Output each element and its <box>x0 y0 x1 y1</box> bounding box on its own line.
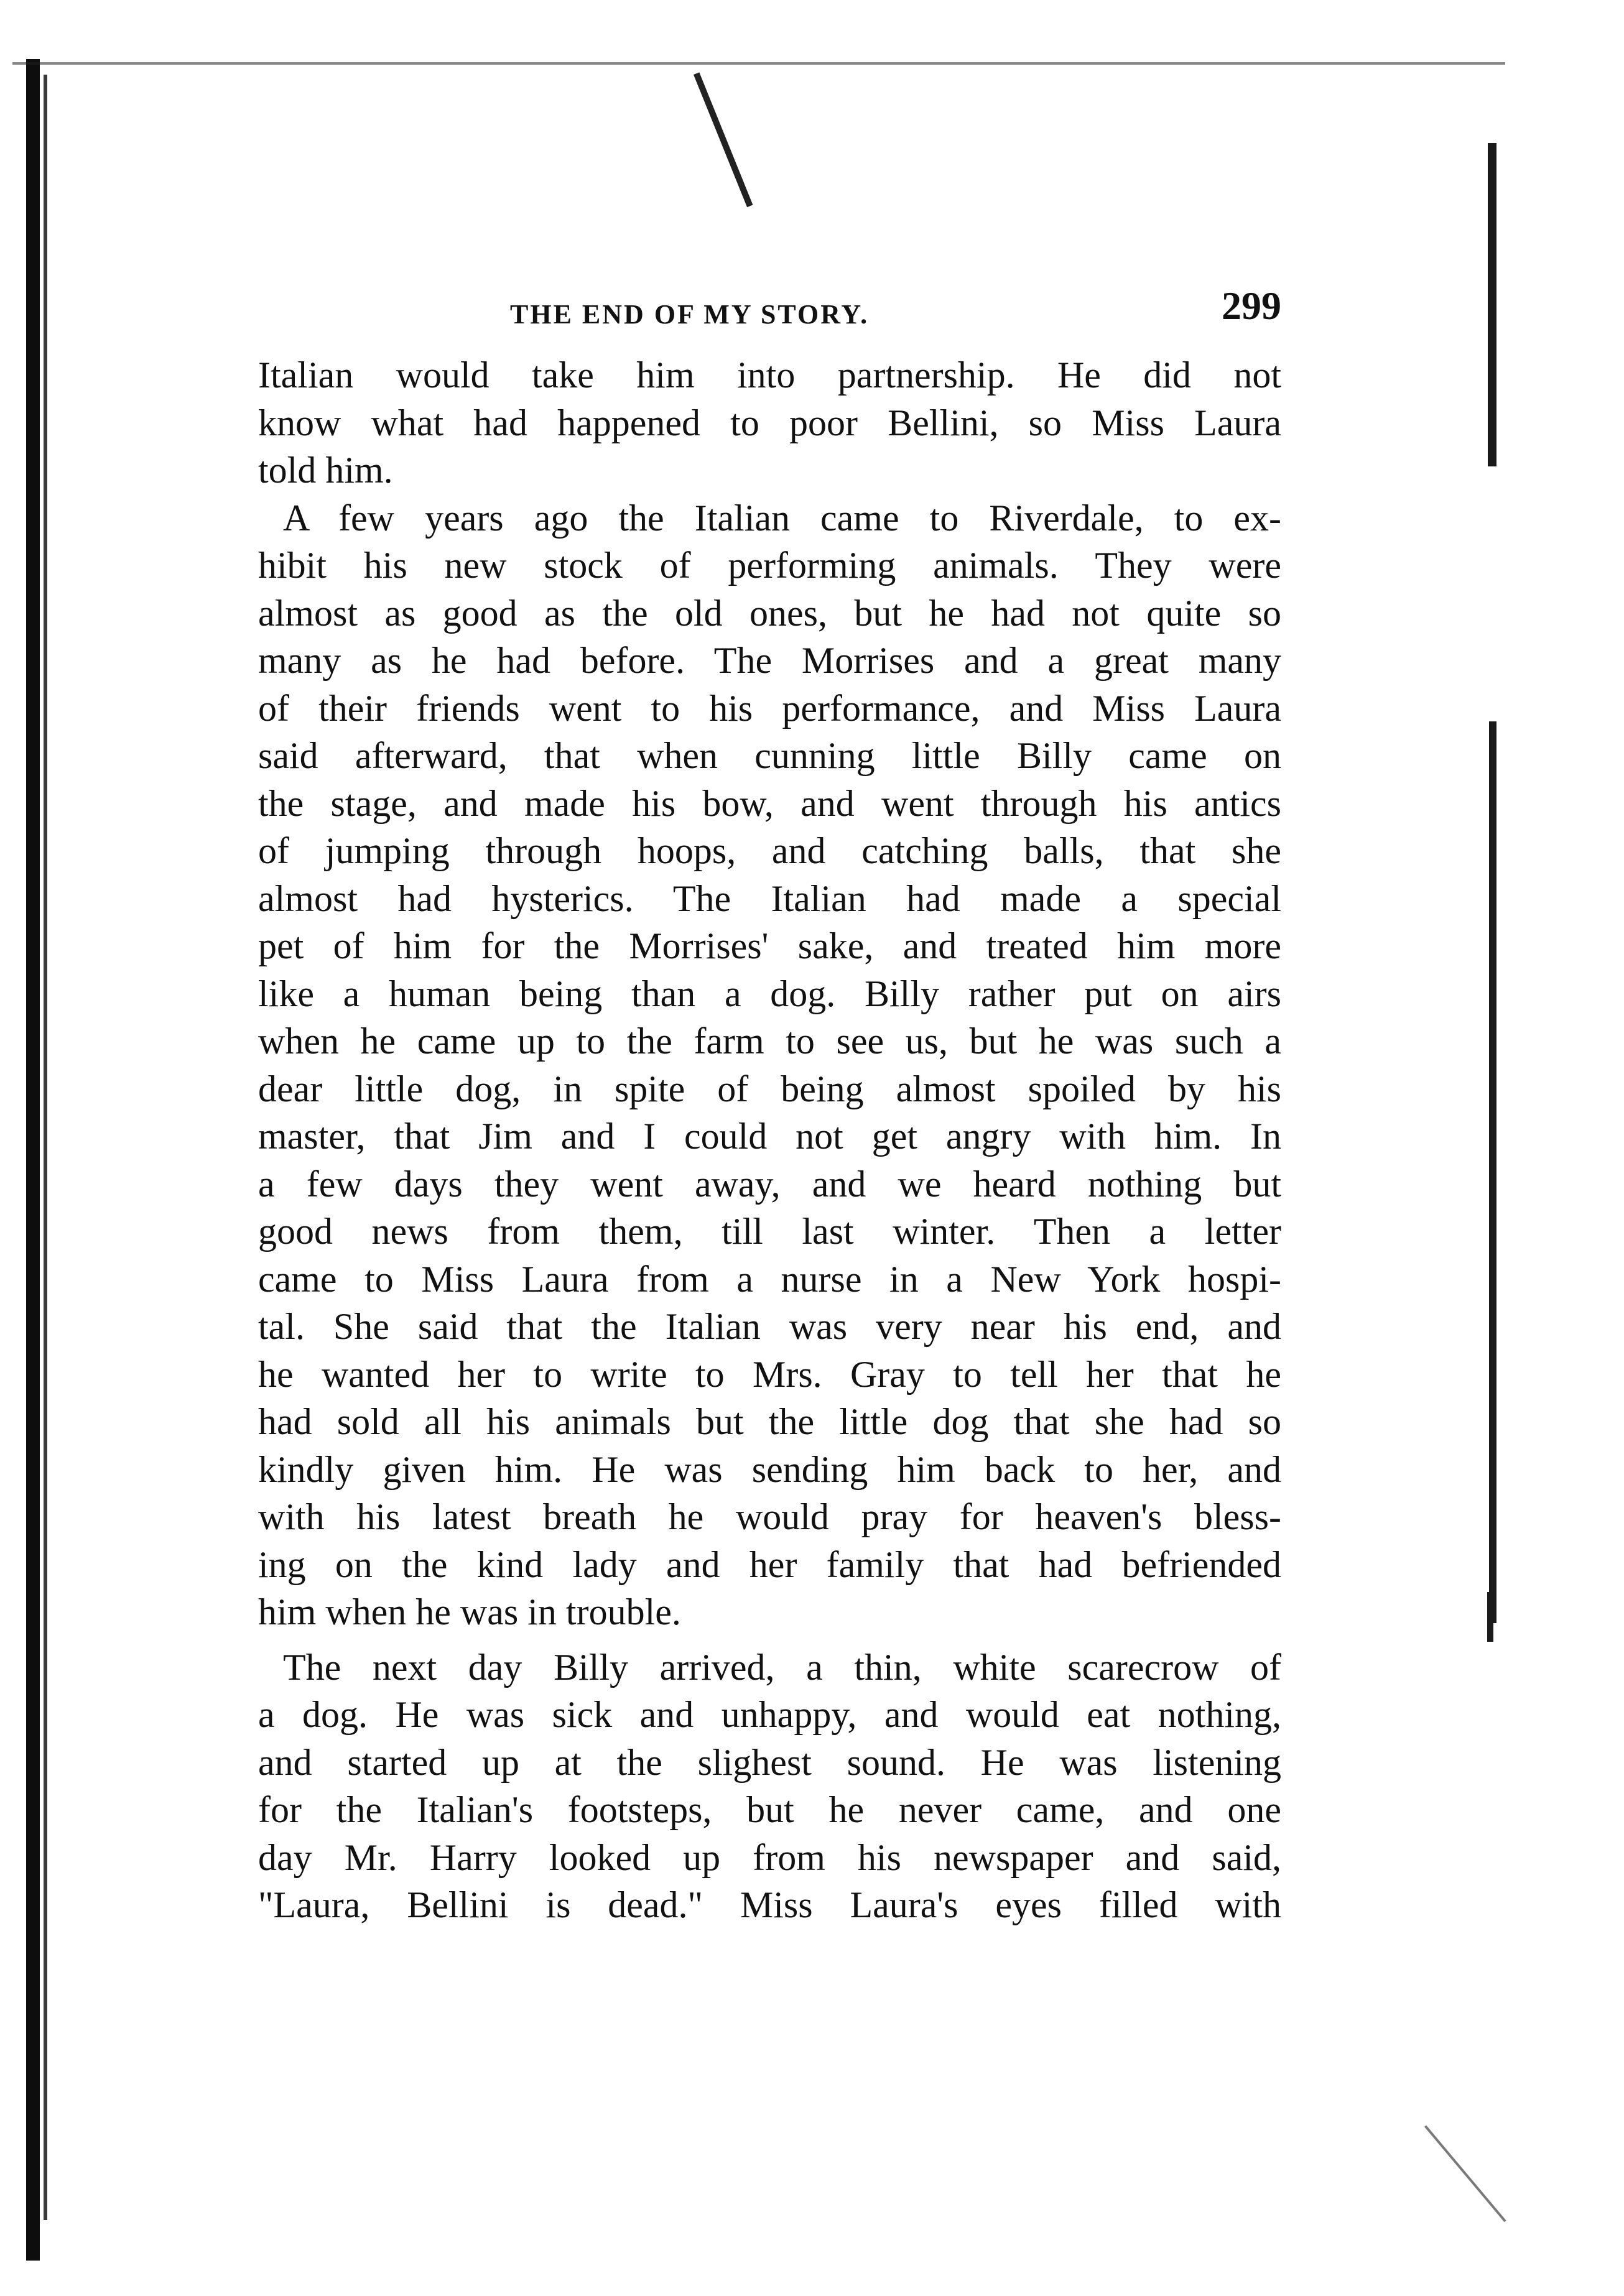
bleed-through-right-3 <box>1487 1592 1493 1642</box>
running-head: THE END OF MY STORY. <box>510 299 870 330</box>
paragraph-gap <box>258 1636 1281 1644</box>
text-line: said afterward, that when cunning little Billy came on <box>258 735 1281 776</box>
scan-corner-mark <box>1424 2125 1506 2222</box>
text-line: A few years ago the Italian came to Riverdale, to ex- <box>283 497 1281 539</box>
text-line: the stage, and made his bow, and went through his antics <box>258 782 1281 824</box>
text-line: kindly given him. He was sending him back to her, and <box>258 1448 1281 1490</box>
text-line: of their friends went to his performance, and Miss Laura <box>258 687 1281 729</box>
text-line: for the Italian's footsteps, but he never came, and one <box>258 1789 1281 1830</box>
text-line: almost as good as the old ones, but he had not quite so <box>258 592 1281 634</box>
text-line: with his latest breath he would pray for heaven's bless- <box>258 1496 1281 1537</box>
text-line: had sold all his animals but the little dog that she had so <box>258 1401 1281 1442</box>
binding-shadow-left <box>44 75 47 2220</box>
text-line: The next day Billy arrived, a thin, white scarecrow of <box>283 1646 1281 1688</box>
page-top-edge <box>12 62 1505 65</box>
book-page <box>258 283 1281 1929</box>
bleed-through-right-2 <box>1489 721 1496 1623</box>
bleed-through-right-1 <box>1488 143 1496 466</box>
text-line: he wanted her to write to Mrs. Gray to tell her that he <box>258 1353 1281 1395</box>
text-line: like a human being than a dog. Billy rather put on airs <box>258 973 1281 1014</box>
text-line: good news from them, till last winter. Then a letter <box>258 1211 1281 1252</box>
text-line: when he came up to the farm to see us, but he was such a <box>258 1021 1281 1062</box>
text-line: hibit his new stock of performing animals. They were <box>258 545 1281 586</box>
paragraph-2 <box>258 494 1281 1636</box>
paragraph-1 <box>258 351 1281 494</box>
text-line: him when he was in trouble. <box>258 1591 681 1632</box>
text-line: know what had happened to poor Bellini, so Miss Laura <box>258 402 1281 443</box>
text-line: and started up at the slighest sound. He was listening <box>258 1741 1281 1783</box>
page-number: 299 <box>1222 284 1281 328</box>
text-line: day Mr. Harry looked up from his newspaper and said, <box>258 1836 1281 1878</box>
text-line: "Laura, Bellini is dead." Miss Laura's eyes filled with <box>258 1884 1281 1925</box>
text-line: a few days they went away, and we heard nothing but <box>258 1163 1281 1205</box>
text-line: almost had hysterics. The Italian had made a special <box>258 877 1281 919</box>
text-line: pet of him for the Morrises' sake, and treated him more <box>258 925 1281 966</box>
text-line: master, that Jim and I could not get angry with him. In <box>258 1116 1281 1157</box>
text-line: ing on the kind lady and her family that had befriended <box>258 1544 1281 1585</box>
text-line: dear little dog, in spite of being almost spoiled by his <box>258 1068 1281 1109</box>
page-header <box>258 283 1281 351</box>
text-line: came to Miss Laura from a nurse in a New York hospi- <box>258 1258 1281 1300</box>
binding-edge-left <box>26 59 40 2261</box>
text-line: a dog. He was sick and unhappy, and would eat nothing, <box>258 1694 1281 1735</box>
text-line: Italian would take him into partnership. He did not <box>258 354 1281 396</box>
scan-crease-mark <box>694 72 753 207</box>
body-text <box>258 351 1281 1929</box>
paragraph-3 <box>258 1644 1281 1929</box>
text-line: of jumping through hoops, and catching balls, that she <box>258 830 1281 871</box>
text-line: many as he had before. The Morrises and a great many <box>258 640 1281 681</box>
text-line: tal. She said that the Italian was very near his end, and <box>258 1306 1281 1347</box>
text-line: told him. <box>258 450 393 491</box>
